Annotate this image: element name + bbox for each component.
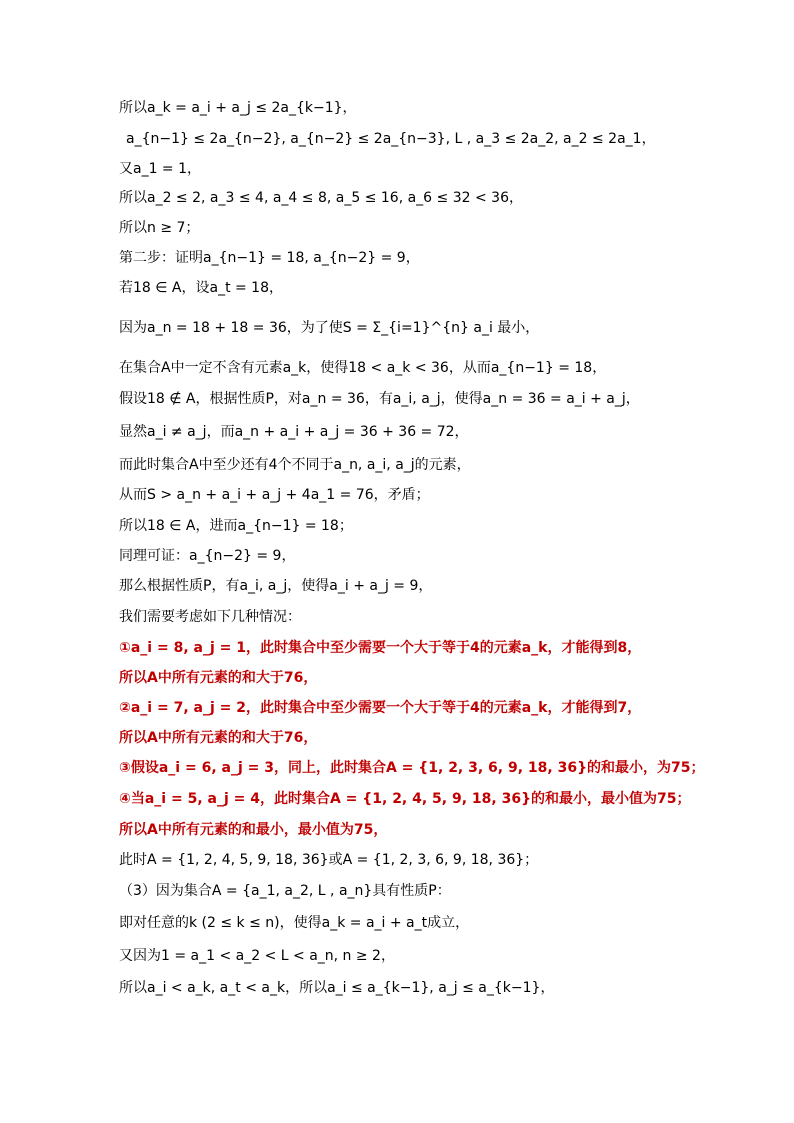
proof-line-27: 即对任意的k (2 ≤ k ≤ n)，使得a_k = a_i + a_t成立， [119, 915, 470, 931]
proof-line-28: 又因为1 = a_1 < a_2 < L < a_n, n ≥ 2， [119, 948, 395, 964]
proof-line-9: 在集合A中一定不含有元素a_k，使得18 < a_k < 36，从而a_{n−1} = 18， [119, 360, 607, 376]
case-1-conclusion: 所以A中所有元素的和大于76， [119, 670, 318, 686]
proof-line-2: a_{n−1} ≤ 2a_{n−2}, a_{n−2} ≤ 2a_{n−3}, L , a_3 ≤ 2a_2, a_2 ≤ 2a_1， [126, 131, 656, 147]
proof-line-16: 那么根据性质P，有a_i, a_j，使得a_i + a_j = 9， [119, 578, 433, 594]
proof-line-29: 所以a_i < a_k, a_t < a_k，所以a_i ≤ a_{k−1}, a_j ≤ a_{k−1}， [119, 980, 555, 996]
proof-line-14: 所以18 ∈ A，进而a_{n−1} = 18； [119, 518, 353, 534]
proof-line-1: 所以a_k = a_i + a_j ≤ 2a_{k−1}， [119, 100, 357, 116]
result-sets-line: 此时A = {1, 2, 4, 5, 9, 18, 36}或A = {1, 2, 3, 6, 9, 18, 36}； [119, 852, 539, 868]
proof-line-3: 又a_1 = 1， [119, 161, 202, 177]
proof-line-11: 显然a_i ≠ a_j，而a_n + a_i + a_j = 36 + 36 = 72， [119, 424, 469, 440]
proof-line-8: 因为a_n = 18 + 18 = 36，为了使S = Σ_{i=1}^{n} a_i 最小， [119, 320, 540, 336]
case-2-conclusion: 所以A中所有元素的和大于76， [119, 730, 318, 746]
case-1-line: ①a_i = 8, a_j = 1，此时集合中至少需要一个大于等于4的元素a_k，才能得到8， [119, 640, 642, 656]
case-4-line: ④当a_i = 5, a_j = 4，此时集合A = {1, 2, 4, 5, 9, 18, 36}的和最小，最小值为75； [119, 791, 691, 807]
proof-line-12: 而此时集合A中至少还有4个不同于a_n, a_i, a_j的元素， [119, 457, 471, 473]
case-3-line: ③假设a_i = 6, a_j = 3，同上，此时集合A = {1, 2, 3, 6, 9, 18, 36}的和最小，为75； [119, 760, 705, 776]
part-3-heading: （3）因为集合A = {a_1, a_2, L , a_n}具有性质P： [119, 883, 451, 899]
proof-line-6: 第二步：证明a_{n−1} = 18, a_{n−2} = 9， [119, 250, 420, 266]
proof-line-5: 所以n ≥ 7； [119, 220, 200, 236]
minimum-conclusion: 所以A中所有元素的和最小，最小值为75， [119, 822, 388, 838]
proof-line-13: 从而S > a_n + a_i + a_j + 4a_1 = 76，矛盾； [119, 487, 430, 503]
proof-line-10: 假设18 ∉ A，根据性质P，对a_n = 36，有a_i, a_j，使得a_n = 36 = a_i + a_j， [119, 391, 640, 407]
proof-line-4: 所以a_2 ≤ 2, a_3 ≤ 4, a_4 ≤ 8, a_5 ≤ 16, a_6 ≤ 32 < 36， [119, 190, 523, 206]
proof-line-7: 若18 ∈ A，设a_t = 18， [119, 280, 284, 296]
proof-line-17: 我们需要考虑如下几种情况： [119, 609, 301, 625]
case-2-line: ②a_i = 7, a_j = 2，此时集合中至少需要一个大于等于4的元素a_k，才能得到7， [119, 700, 642, 716]
proof-line-15: 同理可证：a_{n−2} = 9， [119, 548, 296, 564]
